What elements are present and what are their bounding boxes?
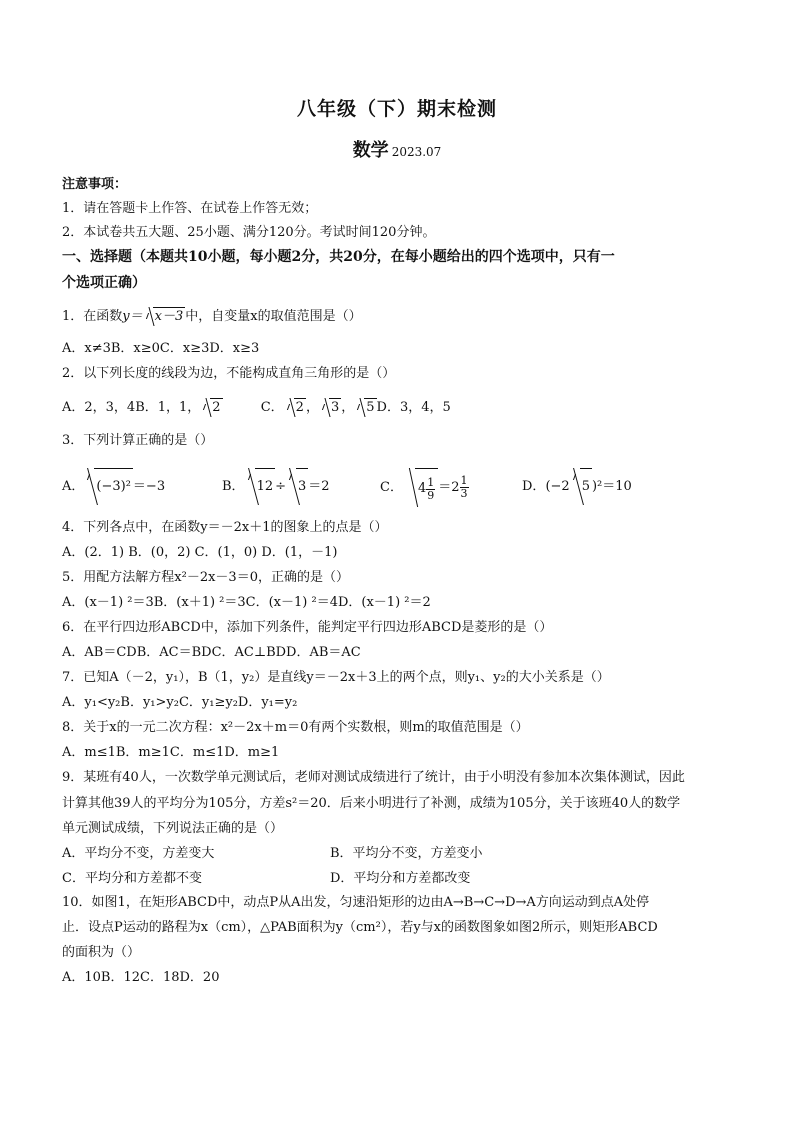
question-8-stem: 8．关于x的一元二次方程：x²－2x＋m＝0有两个实数根，则m的取值范围是（） (62, 720, 529, 735)
question-6-options: A．AB＝CDB．AC＝BDC．AC⊥BDD．AB＝AC (62, 645, 361, 660)
question-9-option-d: D．平均分和方差都改变 (330, 871, 471, 886)
question-1-options: A．x≠3B．x≥0C．x≥3D．x≥3 (62, 341, 260, 356)
question-7-options: A．y₁<y₂B．y₁>y₂C．y₁≥y₂D．y₁=y₂ (62, 695, 298, 710)
section-heading-line2: 个选项正确） (62, 275, 146, 291)
question-9-option-a: A．平均分不变，方差变大 (62, 846, 215, 861)
question-10-options: A．10B．12C．18D．20 (62, 970, 220, 985)
question-9-options-row2 (62, 870, 742, 888)
question-9-line3: 单元测试成绩，下列说法正确的是（） (62, 821, 284, 836)
question-10-line3: 的面积为（） (62, 945, 141, 960)
question-5-options: A．(x－1) ²＝3B．(x＋1) ²＝3C．(x－1) ²＝4D．(x－1) ²＝2 (62, 595, 431, 610)
question-10-line1: 10．如图1，在矩形ABCD中，动点P从A出发，匀速沿矩形的边由A→B→C→D→A方向运动到点A处停 (62, 895, 650, 910)
question-3-option-b: B． 12 ÷ 3 ＝2 (222, 468, 330, 505)
note-item-1: 1．请在答题卡上作答、在试卷上作答无效； (62, 201, 318, 216)
question-9-option-b: B．平均分不变，方差变小 (330, 846, 483, 861)
section-heading-line1: 一、选择题（本题共10小题，每小题2分，共20分，在每小题给出的四个选项中，只有一 (62, 249, 615, 265)
question-1-stem: 1．在函数y＝ x－3 中，自变量x的取值范围是（） (62, 309, 362, 324)
question-9-options-row1 (62, 845, 742, 863)
question-5-stem: 5．用配方法解方程x²－2x－3＝0，正确的是（） (62, 570, 349, 585)
question-9-line1: 9．某班有40人，一次数学单元测试后，老师对测试成绩进行了统计，由于小明没有参加本次集体测试，因此 (62, 770, 685, 785)
exam-title: 八年级（下）期末检测 (296, 98, 497, 120)
exam-date: 2023.07 (391, 145, 442, 159)
question-3-option-d: D．(−2 5 )²＝10 (522, 468, 632, 505)
question-3-options: A． (−3)² ＝−3 B． 12 ÷ 3 ＝2 C． 4 $\frac{1}{9}$ ＝2 $\frac{1}{3}$ D．(−2 5 )²＝10 (62, 468, 742, 504)
question-4-options: A．(2．1) B．(0，2) C．(1，0) D．(1，－1) (62, 545, 338, 560)
exam-subtitle (0, 136, 794, 162)
question-2-options: A．2，3，4B．1，1， 2 C． 2 ， 3 ， 5 D．3，4，5 (62, 400, 451, 415)
question-8-options: A．m≤1B．m≥1C．m≤1D．m≥1 (62, 745, 280, 760)
question-10-line2: 止．设点P运动的路程为x（cm），△PAB面积为y（cm²），若y与x的函数图象如图2所示，则矩形ABCD (62, 920, 658, 935)
notes-heading: 注意事项： (62, 177, 128, 192)
question-3-stem: 3．下列计算正确的是（） (62, 433, 214, 448)
question-9-line2: 计算其他39人的平均分为105分，方差s²＝20．后来小明进行了补测，成绩为105分，关于该班40人的数学 (62, 796, 681, 811)
question-3-option-c: C． 4 $\frac{1}{9}$ ＝2 $\frac{1}{3}$ (380, 468, 469, 507)
question-6-stem: 6．在平行四边形ABCD中，添加下列条件，能判定平行四边形ABCD是菱形的是（） (62, 620, 553, 635)
question-9-option-c: C．平均分和方差都不变 (62, 871, 202, 886)
question-2-stem: 2．以下列长度的线段为边，不能构成直角三角形的是（） (62, 366, 396, 381)
question-7-stem: 7．已知A（－2，y₁），B（1，y₂）是直线y＝－2x＋3上的两个点，则y₁、y₂的大小关系是（） (62, 670, 610, 685)
subject-label: 数学 (352, 140, 389, 161)
question-4-stem: 4．下列各点中，在函数y＝－2x＋1的图象上的点是（） (62, 520, 388, 535)
radical: x－3 (143, 307, 186, 326)
note-item-2: 2．本试卷共五大题、25小题、满分120分。考试时间120分钟。 (62, 225, 436, 240)
